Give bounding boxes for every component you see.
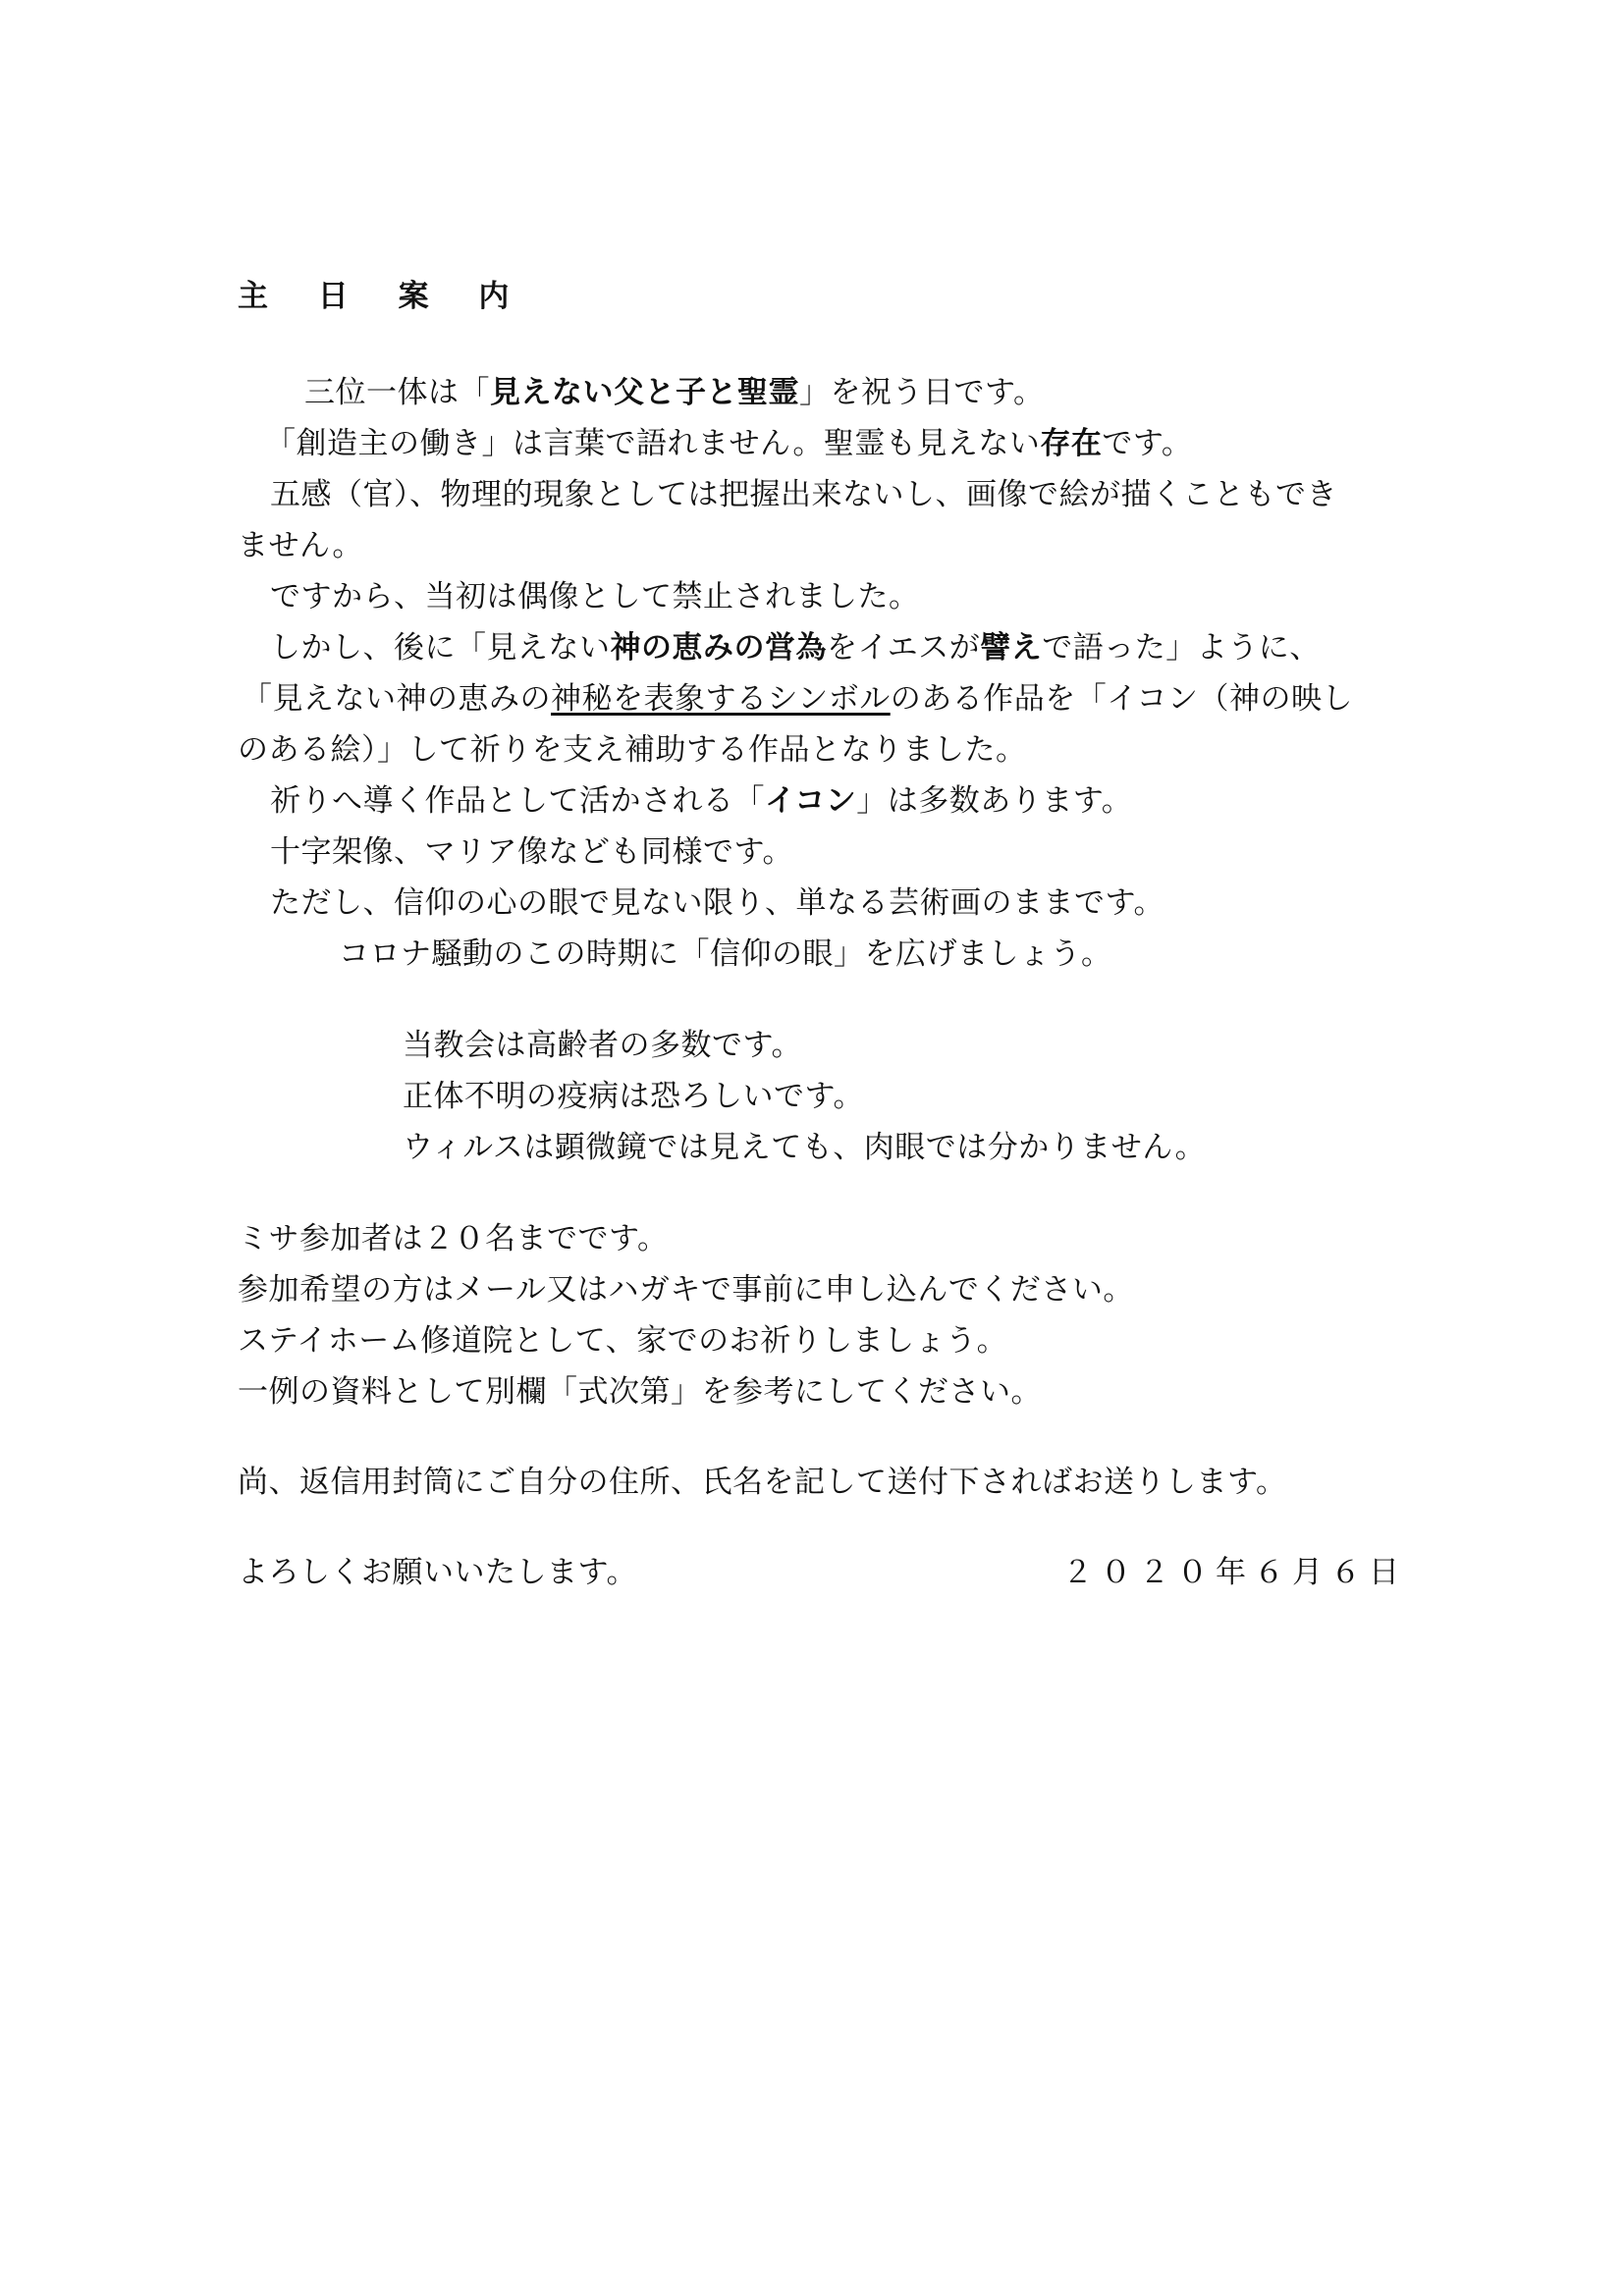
text-run: 祈りへ導く作品として活かされる「 bbox=[270, 783, 765, 819]
text-run: 「創造主の働き」は言葉で語れません。聖霊も見えない bbox=[265, 426, 1041, 461]
paragraph-corona: コロナ騒動のこの時期に「信仰の眼」を広げましょう。 bbox=[339, 936, 1112, 972]
paragraph-however-line1 bbox=[270, 628, 1321, 667]
indent-line-elderly: 当教会は高齢者の多数です。 bbox=[403, 1028, 803, 1063]
notice-line-reference: 一例の資料として別欄「式次第」を参考にしてください。 bbox=[238, 1374, 1042, 1410]
closing-greeting: よろしくお願いいたします。 bbox=[238, 1555, 638, 1590]
bold-text: イコン bbox=[765, 783, 857, 819]
bold-text: 神の恵みの営為 bbox=[610, 630, 827, 666]
indent-line-virus: ウィルスは顕微鏡では見えても、肉眼では分かりません。 bbox=[403, 1130, 1207, 1165]
bold-text: 譬え bbox=[980, 630, 1043, 666]
text-run: のある作品を「イコン（神の映し bbox=[890, 681, 1353, 717]
text-run: で語った」ように、 bbox=[1042, 630, 1321, 666]
paragraph-however-line2 bbox=[242, 679, 1353, 719]
paragraph-senses-line2: ません。 bbox=[238, 528, 363, 563]
paragraph-senses-line1: 五感（官）、物理的現象としては把握出来ないし、画像で絵が描くこともでき bbox=[270, 477, 1337, 512]
text-run: をイエスが bbox=[827, 630, 981, 666]
text-run: 」を祝う日です。 bbox=[799, 375, 1045, 410]
document-date: ２０２０年６月６日 bbox=[1062, 1555, 1407, 1590]
indent-line-disease: 正体不明の疫病は恐ろしいです。 bbox=[403, 1079, 865, 1114]
return-envelope-note: 尚、返信用封筒にご自分の住所、氏名を記して送付下さればお送りします。 bbox=[238, 1465, 1287, 1500]
paragraph-crucifix: 十字架像、マリア像なども同様です。 bbox=[270, 834, 794, 870]
paragraph-idol: ですから、当初は偶像として禁止されました。 bbox=[270, 579, 920, 614]
paragraph-trinity bbox=[304, 373, 1045, 412]
text-run: しかし、後に「見えない bbox=[270, 630, 611, 666]
notice-line-application: 参加希望の方はメール又はハガキで事前に申し込んでください。 bbox=[238, 1272, 1134, 1308]
bold-text: 見えない父と子と聖霊 bbox=[490, 375, 799, 410]
text-run: 三位一体は「 bbox=[304, 375, 490, 410]
page-title: 主 日 案 内 bbox=[238, 279, 529, 314]
underlined-text: 神秘を表象するシンボル bbox=[551, 681, 891, 717]
paragraph-faith-eye: ただし、信仰の心の眼で見ない限り、単なる芸術画のままです。 bbox=[270, 885, 1165, 921]
text-run: です。 bbox=[1102, 426, 1193, 461]
paragraph-however-line3: のある絵）」して祈りを支え補助する作品となりました。 bbox=[238, 732, 1027, 768]
paragraph-creator bbox=[265, 424, 1192, 463]
notice-line-mass-limit: ミサ参加者は２０名までです。 bbox=[238, 1221, 669, 1256]
notice-line-stay-home: ステイホーム修道院として、家でのお祈りしましょう。 bbox=[238, 1323, 1008, 1359]
paragraph-icon bbox=[270, 781, 1132, 821]
bold-text: 存在 bbox=[1040, 426, 1103, 461]
text-run: 「見えない神の恵みの bbox=[242, 681, 551, 717]
text-run: 」は多数あります。 bbox=[856, 783, 1133, 819]
